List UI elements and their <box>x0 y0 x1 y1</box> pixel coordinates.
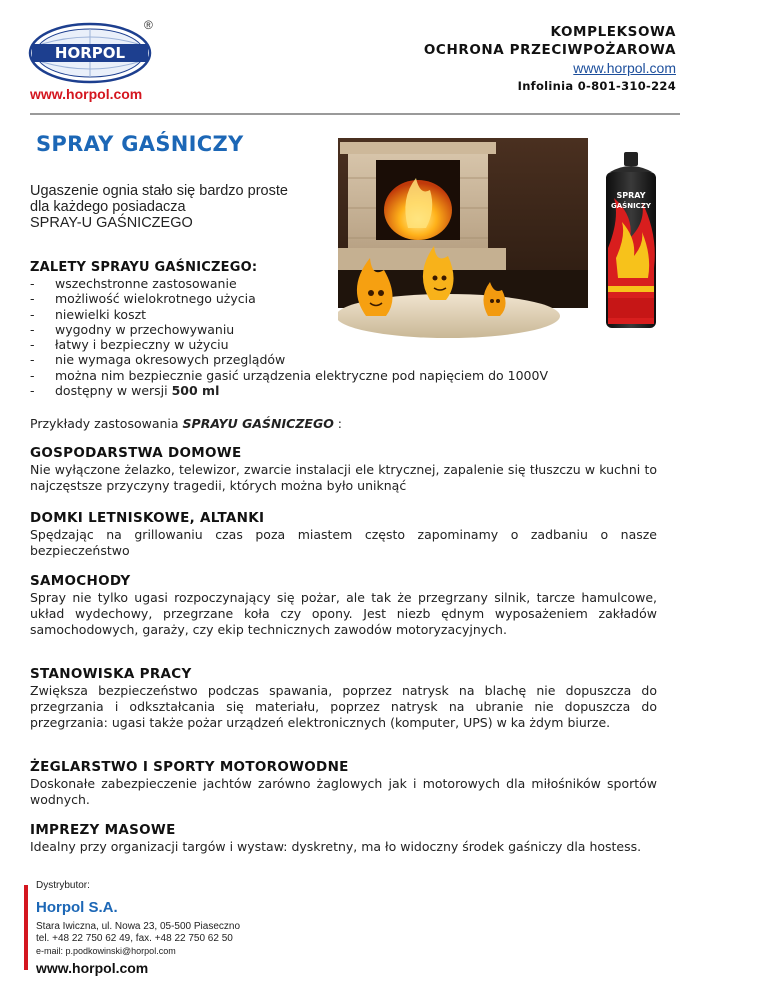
volume-value: 500 ml <box>171 383 220 399</box>
section-heading: STANOWISKA PRACY <box>30 666 192 682</box>
header-divider <box>30 113 680 115</box>
header-tagline-1: KOMPLEKSOWA <box>550 24 676 40</box>
intro-line: dla każdego posiadacza <box>30 199 186 215</box>
intro-line: SPRAY-U GAŚNICZEGO <box>30 215 193 231</box>
list-item: - wygodny w przechowywaniu <box>30 321 235 337</box>
section-heading: SAMOCHODY <box>30 573 131 589</box>
list-item: - dostępny w wersji 500 ml <box>30 383 220 399</box>
section-heading: IMPREZY MASOWE <box>30 822 176 838</box>
section-text: Idealny przy organizacji targów i wystaw: dyskretny, ma ło widoczny środek gaśniczy dla hostess. <box>30 839 642 854</box>
distributor-email[interactable]: e-mail: p.podkowinski@horpol.com <box>36 946 176 956</box>
distributor-label: Dystrybutor: <box>36 880 90 891</box>
can-label-line1: SPRAY <box>616 191 646 200</box>
page-title: SPRAY GAŚNICZY <box>36 132 244 156</box>
intro-line: Ugaszenie ognia stało się bardzo proste <box>30 183 288 199</box>
section-text: Doskonałe zabezpieczenie jachtów zarówno żaglowych jak i motorowych dla miłośników sportów wodnych. <box>30 776 657 808</box>
header-tagline-2: OCHRONA PRZECIWPOŻAROWA <box>423 42 676 58</box>
distributor-website-link[interactable]: www.horpol.com <box>36 960 149 976</box>
horpol-logo-oval <box>28 22 152 84</box>
section-text: Nie wyłączone żelazko, telewizor, zwarcie instalacji ele ktrycznej, zapalenie się tłuszczu w kuchni to najczęstsze przyczyny tragedii, których można było uniknąć <box>30 462 657 494</box>
distributor-name: Horpol S.A. <box>36 899 118 916</box>
logo-text: HORPOL <box>54 44 126 62</box>
registered-mark: ® <box>144 18 153 32</box>
list-item: - można nim bezpiecznie gasić urządzenia elektryczne pod napięciem do 1000V <box>30 367 549 383</box>
distributor-phone: tel. +48 22 750 62 49, fax. +48 22 750 62 50 <box>36 933 233 944</box>
can-label-line2: GAŚNICZY <box>611 202 651 210</box>
distributor-address <box>36 921 240 945</box>
list-item: - niewielki koszt <box>30 306 147 322</box>
list-item: - nie wymaga okresowych przeglądów <box>30 352 286 368</box>
advantages-list <box>30 276 548 398</box>
header-infoline: Infolinia 0-801-310-224 <box>517 79 676 93</box>
section-text: Zwiększa bezpieczeństwo podczas spawania, poprzez natrysk na blachę nie dopuszcza do przegrzania i odkształcania się materiału, poprzez natrysk na ubranie nie dopuszcza do przegrzania: ugasi także pożar urządzeń elektronicznych (komputer, UPS) w ka żdym biurze. <box>30 683 657 731</box>
examples-intro: Przykłady zastosowania SPRAYU GAŚNICZEGO : <box>30 416 343 431</box>
examples-emphasis: SPRAYU GAŚNICZEGO <box>182 416 334 431</box>
section-text: Spędzając na grillowaniu czas poza miastem często zapominamy o zadbaniu o nasze bezpieczeństwo <box>30 527 657 559</box>
section-text: Spray nie tylko ugasi rozpoczynający się pożar, ale tak że przegrzany silnik, tarcze hamulcowe, układ wydechowy, przegrzane koła czy opony. Jest niezb ędnym wyposażeniem zakładów samochodowych, garaży, czy ekip technicznych zawodów motoryzacyjnych. <box>30 590 657 638</box>
spray-can <box>606 152 656 328</box>
distributor-accent-bar <box>24 885 28 970</box>
list-item: - wszechstronne zastosowanie <box>30 276 237 291</box>
header-contact <box>336 23 676 95</box>
section-heading: ŻEGLARSTWO I SPORTY MOTOROWODNE <box>30 759 349 775</box>
section-heading: GOSPODARSTWA DOMOWE <box>30 445 242 461</box>
logo-url[interactable]: www.horpol.com <box>30 86 143 102</box>
header-website-link[interactable]: www.horpol.com <box>573 60 676 76</box>
advantages-heading: ZALETY SPRAYU GAŚNICZEGO: <box>30 260 258 275</box>
list-item: - możliwość wielokrotnego użycia <box>30 291 256 307</box>
distributor-address-line: Stara Iwiczna, ul. Nowa 23, 05-500 Piaseczno <box>36 921 240 932</box>
intro-text <box>30 183 330 231</box>
section-heading: DOMKI LETNISKOWE, ALTANKI <box>30 510 265 526</box>
list-item: - łatwy i bezpieczny w użyciu <box>30 337 229 353</box>
